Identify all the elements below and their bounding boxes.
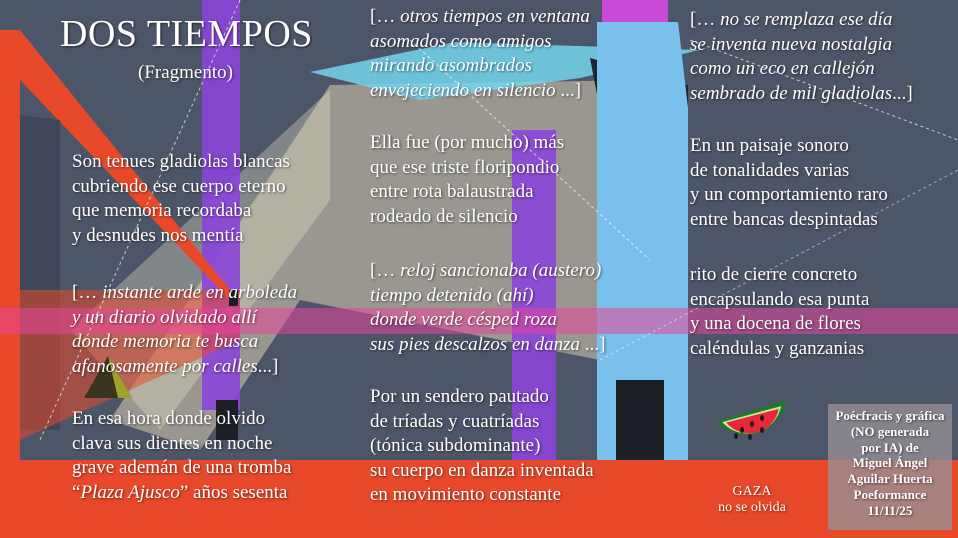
verse-line: que memoria recordaba: [72, 200, 252, 221]
verse-line: donde verde césped roza: [370, 309, 557, 330]
verse-line: [690, 8, 913, 33]
verse-line: de tríadas y cuatríadas: [370, 410, 540, 432]
verse-line: asomados como amigos: [370, 30, 552, 52]
verse-line: y un comportamiento raro: [690, 184, 888, 205]
magenta-strip: [602, 0, 668, 22]
verse-line: encapsulando esa punta: [690, 288, 870, 310]
credit-line: Aguilar Huerta: [847, 471, 933, 487]
poem-title: DOS TIEMPOS: [60, 13, 313, 55]
verse-text: ” años sesenta: [179, 481, 288, 503]
verse-line: [72, 281, 297, 306]
col2-stanza-2: [370, 131, 564, 229]
verse-line: [370, 333, 605, 358]
gaza-line-2: no se olvida: [718, 500, 786, 515]
verse-line: como un eco en callejón: [690, 58, 875, 79]
col3-stanza-1: [690, 8, 913, 106]
col3-stanza-3: [690, 263, 869, 361]
verse-line: mirando asombrados: [370, 55, 533, 76]
verse-line: entre rota balaustrada: [370, 181, 534, 202]
verse-line: [72, 481, 291, 506]
col2-stanza-1: [370, 5, 590, 103]
verse-line: y una docena de flores: [690, 313, 861, 334]
bracket-close: ...]: [257, 355, 279, 377]
verse-line: rito de cierre concreto: [690, 264, 858, 285]
watermelon-slice-icon: [712, 392, 788, 462]
verse-line: en movimiento constante: [370, 484, 562, 505]
verse-line: [370, 259, 605, 284]
verse-line: En esa hora donde olvido: [72, 408, 266, 429]
poem-subtitle: (Fragmento): [138, 62, 233, 83]
col1-stanza-3: [72, 407, 291, 505]
verse-line: y desnudes nos mentía: [72, 224, 244, 246]
bracket-close: ...]: [892, 82, 913, 104]
gaza-caption: [700, 484, 804, 516]
col2-stanza-3: [370, 259, 605, 357]
italic-text: instante arde en arboleda: [102, 282, 298, 303]
credits-text: [828, 408, 952, 519]
quote-open: “: [72, 481, 81, 503]
credit-line: Poeformance: [853, 486, 927, 502]
credit-line: (NO generada: [850, 423, 930, 439]
bracket-close: ...]: [555, 79, 582, 101]
italic-text: Plaza Ajusco: [80, 481, 180, 503]
verse-line: caléndulas y ganzanias: [690, 337, 865, 359]
credit-line: 11/11/25: [867, 502, 913, 518]
credit-line: Poécfracis y gráfica: [835, 408, 945, 423]
verse-line: [370, 79, 590, 104]
verse-line: clava sus dientes en noche: [72, 432, 273, 454]
verse-line: Ella fue (por mucho) más: [370, 132, 565, 153]
verse-line: [72, 355, 297, 380]
italic-text: afanosamente por calles: [72, 355, 258, 377]
verse-line: [690, 82, 913, 107]
credit-line: por IA) de: [861, 439, 919, 455]
italic-text: envejeciendo en silencio: [370, 79, 556, 101]
verse-line: [370, 5, 590, 30]
orange-left-edge: [0, 30, 20, 460]
verse-line: entre bancas despintadas: [690, 208, 878, 230]
bracket-open: […: [690, 9, 721, 30]
bracket-open: […: [370, 260, 401, 281]
bracket-close: ...]: [580, 333, 606, 355]
verse-line: rodeado de silencio: [370, 205, 518, 227]
credit-line: Miguel Ángel: [852, 455, 928, 471]
verse-line: su cuerpo en danza inventada: [370, 459, 594, 481]
col3-stanza-2: [690, 134, 888, 232]
col1-stanza-2: [72, 281, 297, 379]
col2-stanza-4: [370, 385, 594, 508]
verse-line: En un paisaje sonoro: [690, 135, 849, 156]
italic-text: sembrado de mil gladiolas: [690, 82, 893, 104]
verse-line: (tónica subdominante): [370, 435, 541, 456]
gaza-line-1: GAZA: [732, 484, 772, 499]
verse-line: donde memoria te busca: [72, 331, 259, 352]
italic-text: sus pies descalzos en danza: [370, 333, 581, 355]
verse-line: cubriendo ese cuerpo eterno: [72, 175, 286, 197]
verse-line: Por un sendero pautado: [370, 386, 549, 407]
verse-line: Son tenues gladiolas blancas: [72, 151, 290, 172]
verse-line: de tonalidades varias: [690, 159, 850, 181]
verse-line: que ese triste floripondio: [370, 156, 560, 178]
verse-line: tiempo detenido (ahí): [370, 284, 534, 306]
italic-text: no se remplaza ese día: [720, 9, 893, 30]
bracket-open: […: [370, 6, 401, 27]
verse-line: grave ademán de una tromba: [72, 457, 292, 478]
italic-text: reloj sancionaba (austero): [400, 260, 602, 281]
col1-stanza-1: [72, 150, 290, 248]
verse-line: se inventa nueva nostalgia: [690, 33, 893, 55]
verse-line: y un diario olvidado allí: [72, 306, 257, 328]
bracket-open: […: [72, 282, 103, 303]
italic-text: otros tiempos en ventana: [400, 6, 590, 27]
